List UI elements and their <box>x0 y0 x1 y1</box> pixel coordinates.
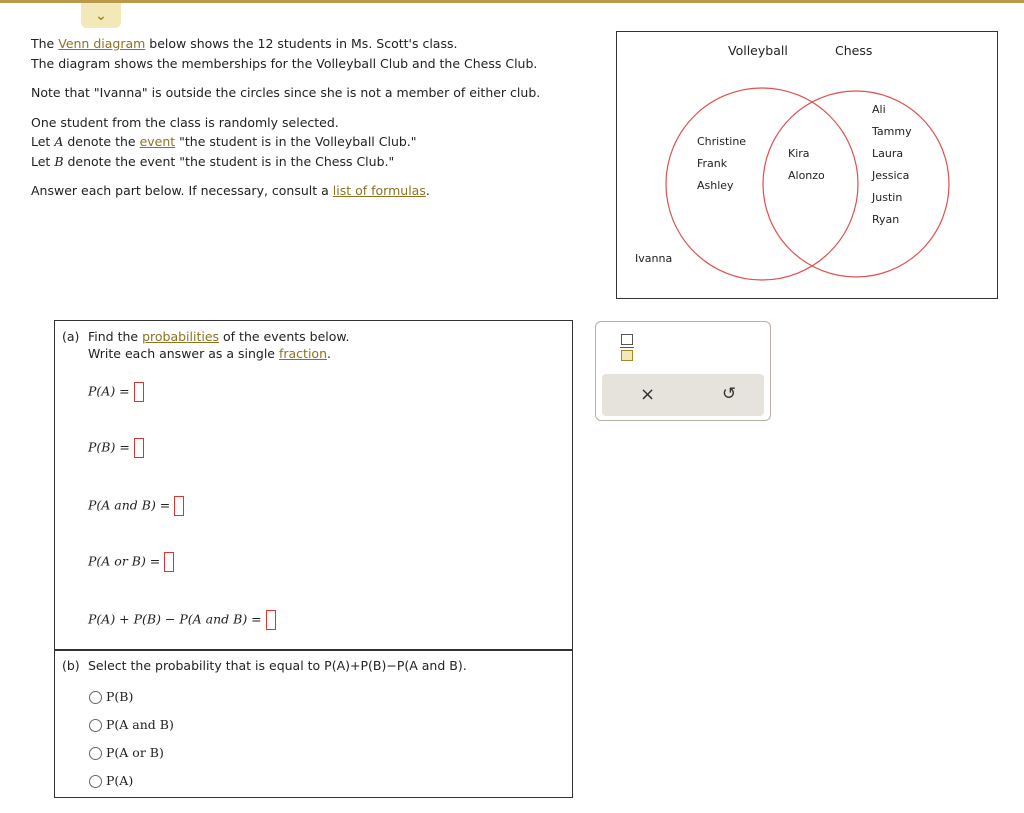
answer-input-pab[interactable] <box>174 496 184 516</box>
member: Ali <box>872 103 886 116</box>
fraction-button[interactable] <box>620 334 634 362</box>
collapse-button[interactable] <box>81 3 121 28</box>
question-label: P(A or B) = <box>88 553 161 569</box>
member: Alonzo <box>788 169 825 182</box>
option-label: P(A or B) <box>106 745 164 760</box>
outside-member: Ivanna <box>635 252 673 265</box>
part-a <box>54 320 573 651</box>
answer-input-pa[interactable] <box>134 382 144 402</box>
member: Ryan <box>872 213 900 226</box>
member: Christine <box>697 135 747 148</box>
volleyball-circle <box>666 88 858 280</box>
probabilities-link[interactable]: probabilities <box>142 329 220 344</box>
option-label: P(B) <box>106 689 134 704</box>
radio-button[interactable] <box>89 691 102 704</box>
question-label: P(A) = <box>88 383 130 399</box>
member: Laura <box>872 147 904 160</box>
radio-button[interactable] <box>89 747 102 760</box>
text: The diagram shows the memberships for the Volleyball Club and the Chess Club. <box>31 55 538 71</box>
text: The <box>31 36 59 51</box>
member: Frank <box>697 157 728 170</box>
member: Jessica <box>872 169 910 182</box>
answer-input-paorb[interactable] <box>164 552 174 572</box>
member: Kira <box>788 147 810 160</box>
problem-intro <box>31 34 540 201</box>
part-b-prompt: Select the probability that is equal to P(A)+P(B)−P(A and B). <box>88 658 467 673</box>
var-a: A <box>54 134 64 149</box>
volleyball-label: Volleyball <box>728 43 788 58</box>
radio-button[interactable] <box>89 775 102 788</box>
text: below shows the 12 students in Ms. Scott's class. <box>145 36 458 51</box>
text: denote the <box>63 134 140 149</box>
radio-button[interactable] <box>89 719 102 732</box>
part-label: (b) <box>62 658 80 673</box>
text: One student from the class is randomly selected. <box>31 114 339 130</box>
undo-button[interactable]: ↺ <box>722 384 737 404</box>
answer-input-sum[interactable] <box>266 610 276 630</box>
text: denote the event "the student is in the Chess Club." <box>63 153 395 169</box>
option-label: P(A and B) <box>106 717 174 732</box>
formulas-link[interactable]: list of formulas <box>332 183 426 198</box>
fraction-link[interactable]: fraction <box>278 346 328 361</box>
top-border <box>0 0 1024 3</box>
member: Justin <box>872 191 903 204</box>
event-link[interactable]: event <box>139 134 176 149</box>
question-label: P(A) + P(B) − P(A and B) = <box>88 611 262 627</box>
text: . <box>425 183 430 198</box>
part-label: (a) <box>62 329 80 344</box>
text: Let <box>31 153 55 169</box>
member: Ashley <box>697 179 734 192</box>
option-pb[interactable] <box>89 689 133 704</box>
option-pa[interactable] <box>89 773 133 788</box>
chess-label: Chess <box>835 43 873 58</box>
option-paorb[interactable] <box>89 745 164 760</box>
text: "the student is in the Volleyball Club." <box>175 134 417 149</box>
member: Tammy <box>872 125 912 138</box>
toolbar <box>602 374 764 416</box>
option-label: P(A) <box>106 773 134 788</box>
question-label: P(A and B) = <box>88 497 171 513</box>
text: Write each answer as a single <box>88 346 279 361</box>
clear-button[interactable]: × <box>640 384 656 405</box>
option-pab[interactable] <box>89 717 174 732</box>
venn-diagram-link[interactable]: Venn diagram <box>58 36 146 51</box>
math-toolbox <box>595 321 771 421</box>
text: Answer each part below. If necessary, consult a <box>31 183 333 198</box>
text: of the events below. <box>219 329 350 344</box>
text: Note that "Ivanna" is outside the circles since she is not a member of either club. <box>31 85 541 100</box>
var-b: B <box>54 153 64 169</box>
venn-diagram <box>616 31 998 299</box>
question-label: P(B) = <box>88 439 130 455</box>
chevron-down-icon: ⌄ <box>95 7 107 24</box>
answer-input-pb[interactable] <box>134 438 144 458</box>
text: . <box>327 346 331 361</box>
text: Let <box>31 134 55 149</box>
text: Find the <box>88 329 143 344</box>
